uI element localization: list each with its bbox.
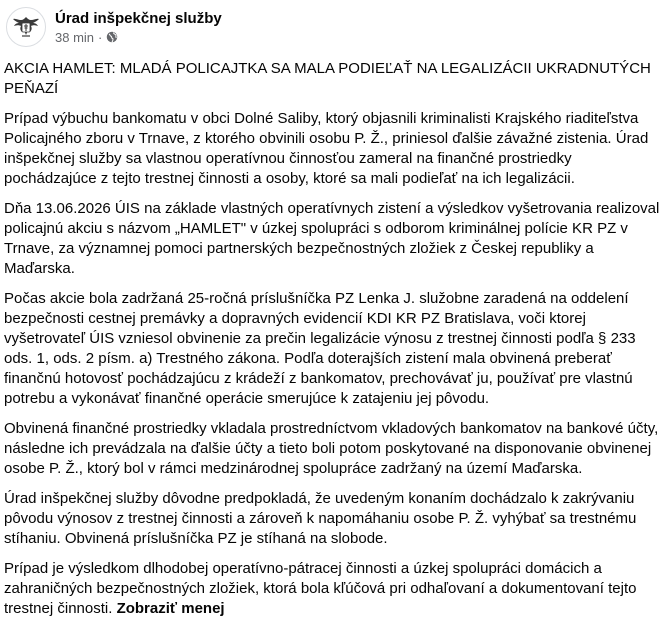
see-less-button[interactable]: Zobraziť menej [116, 600, 225, 617]
post-paragraph: Prípad výbuchu bankomatu v obci Dolné Saliby, ktorý objasnili kriminalisti Krajského riaditeľstva Policajného zboru v Trnave, z ktorého obvinili osobu P. Ž., priniesol ďalšie závažné zistenia. Úrad inšpekčnej služby sa vlastnou operatívnou činnosťou zameral na finančné prostriedky pochádzajúce z tejto trestnej činnosti a osoby, ktoré sa mali podieľať na ich legalizácii. [4, 110, 649, 187]
post-paragraph-text: Prípad je výsledkom dlhodobej operatívno-pátracej činnosti a úzkej spolupráci domácich a zahraničných bezpečnostných zložiek, ktorá bola kľúčová pri odhaľovaní a dokumentovaní tejto trestnej činnosti. [4, 560, 637, 617]
eagle-emblem-icon [10, 11, 42, 43]
page-avatar[interactable] [6, 7, 46, 47]
post-paragraph-last [4, 559, 660, 619]
page-name-link[interactable]: Úrad inšpekčnej služby [55, 9, 222, 27]
post-header [4, 0, 660, 54]
globe-icon[interactable] [106, 31, 118, 43]
post-paragraph: Dňa 13.06.2026 ÚIS na základe vlastných operatívnych zistení a výsledkov vyšetrovania realizoval policajnú akciu s názvom „HAMLET" v úzkej spolupráci s odborom kriminálnej polície KR PZ v Trnave, za významnej pomoci partnerských bezpečnostných zložiek z Českej republiky a Maďarska. [4, 200, 660, 277]
post-body [4, 59, 660, 619]
meta-separator: · [98, 29, 103, 45]
post-paragraph: Počas akcie bola zadržaná 25-ročná príslušníčka PZ Lenka J. služobne zaradená na oddelení bezpečnosti cestnej premávky a dopravných evidencií KDI KR PZ Bratislava, voči ktorej vyšetrovateľ ÚIS vzniesol obvinenie za prečin legalizácie výnosu z trestnej činnosti podľa § 233 ods. 1, ods. 2 písm. a) Trestného zákona. Podľa doterajších zistení mala obvinená preberať finančnú hotovosť pochádzajúcu z krádeží z bankomatov, prechovávať ju, používať pre vlastnú potrebu a vykonávať finančné operácie smerujúce k zatajeniu jej pôvodu. [4, 290, 636, 407]
post-timestamp[interactable]: 38 min [55, 29, 95, 45]
post-paragraph: Obvinená finančné prostriedky vkladala prostredníctvom vkladových bankomatov na bankové účty, následne ich prevádzala na ďalšie účty a tieto boli potom poskytované na disponovanie obvinenej osobe P. Ž., ktorý bol v rámci medzinárodnej spolupráce zadržaný na území Maďarska. [4, 420, 659, 477]
post-title: AKCIA HAMLET: MLADÁ POLICAJTKA SA MALA PODIEĽAŤ NA LEGALIZÁCII UKRADNUTÝCH PEŇAZÍ [4, 60, 651, 97]
post-meta [55, 29, 222, 46]
post-paragraph: Úrad inšpekčnej služby dôvodne predpokladá, že uvedeným konaním dochádzalo k zakrývaniu pôvodu výnosov z trestnej činnosti a zároveň k napomáhaniu osobe P. Ž. vyhýbať sa trestnému stíhaniu. Obvinená príslušníčka PZ je stíhaná na slobode. [4, 490, 637, 547]
